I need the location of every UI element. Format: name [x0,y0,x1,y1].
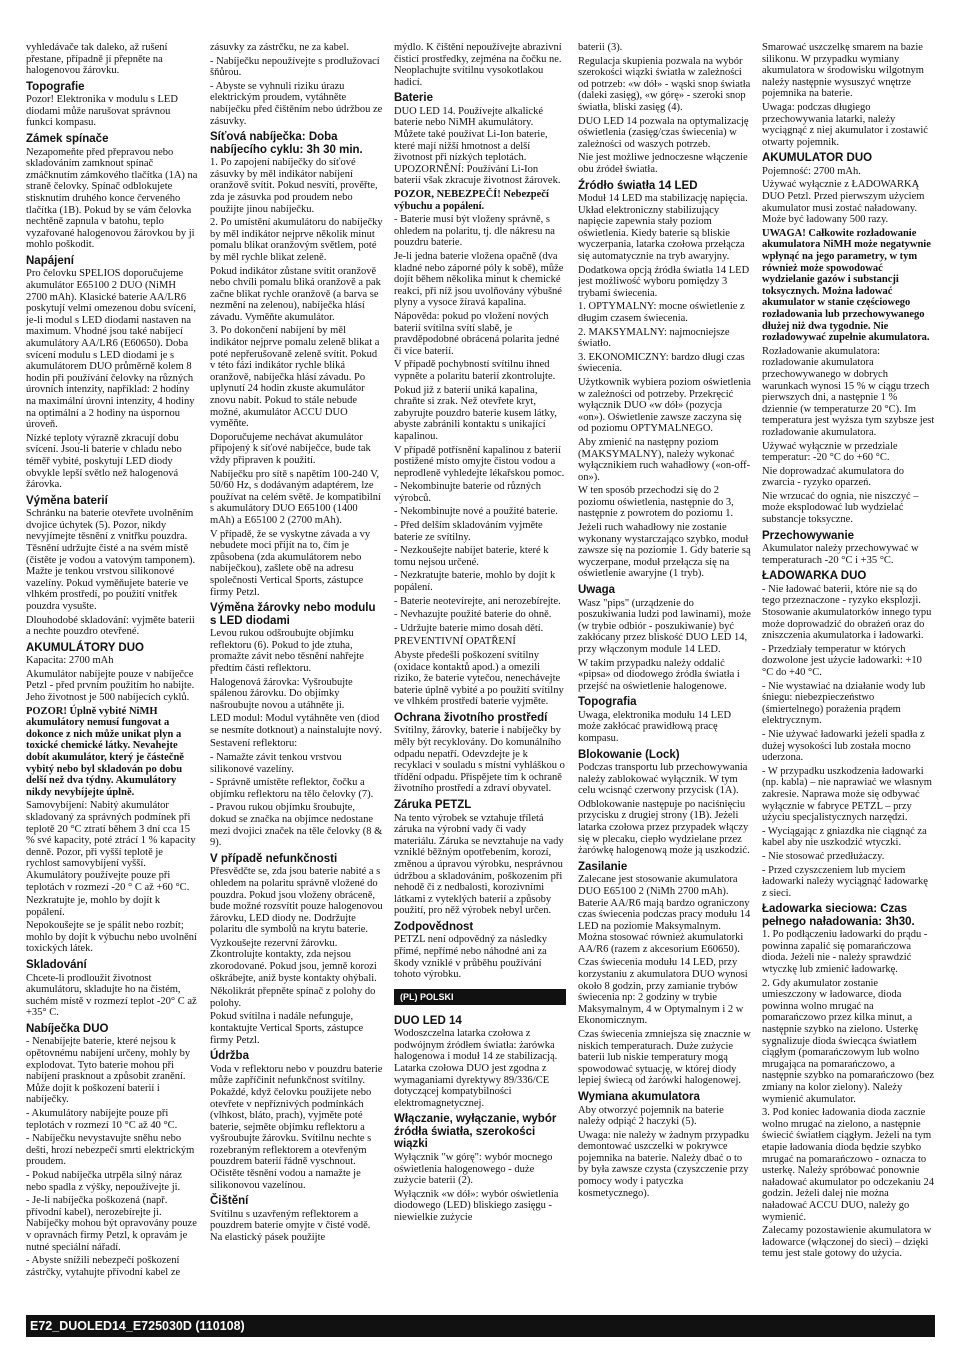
paragraph: Uwaga: nie należy w żadnym przypadku demontować uszczelki w pokrywce pojemnika na baterie. Należy dbać o to by była zawsze czysta (czyszczenie przy pomocy wody i patyczka kosmetycznego). [578,1129,750,1199]
paragraph: Użytkownik wybiera poziom oświetlenia w zależności od potrzeby. Przekręcić wyłącznik DUO «w dół» (pozycja «on»). Oświetlenie zawsze zaczyna się od poziomu OPTYMALNEGO. [578,376,751,435]
section-heading: Topografia [578,696,637,709]
paragraph: Svítilny, žárovky, baterie i nabíječky by měly být recyklovány. Do komunálního odpadu nepatří. Odevzdejte je k recyklaci v souladu s místní vyhláškou o třídění odpadu. Přispějete tím k ochraně životního prostředí a zdraví obyvatel. [394,725,565,795]
footer-code: E72_DUOLED14_E725030D (110108) [30,1319,245,1333]
paragraph: 3. EKONOMICZNY: bardzo długi czas świecenia. [578,351,745,375]
paragraph: V případě pochybností svítilnu ihned vypněte a polaritu baterií zkontrolujte. [394,359,556,382]
text-column-3 [394,42,567,1307]
paragraph: - Przedziały temperatur w których dozwolone jest użycie ładowarki: +10 °C do +40 °C. [762,643,922,678]
paragraph: DUO LED 14 pozwala na optymalizację oświetlenia (zasięg/czas świecenia) w zależności od waszych potrzeb. [578,115,749,150]
paragraph: Levou rukou odšroubujte objímku reflektoru (6). Pokud to jde ztuha, promažte závit nebo těsnění nahřejte předtím části reflektoru. [210,628,364,674]
section-heading: AKUMULÁTORY DUO [26,641,144,654]
paragraph: - Nie wystawiać na działanie wody lub śniegu: niebezpieczeństwo (śmiertelnego) porażenia prądem elektrycznym. [762,680,926,727]
section-heading: Údržba [210,1050,249,1063]
paragraph: Wyłącznik «w dół»: wybór oświetlenia diodowego (LED) bliskiego zasięgu - niewielkie zużycie [394,1188,559,1223]
paragraph: Czas świecenia zmniejsza się znacznie w niskich temperaturach. Duże zużycie baterii lub niskie temperatury mogą spowodować sytuację, w której diody lepiej świecą od żarówki halogenowej. [578,1029,751,1087]
text-column-1 [26,42,199,1307]
paragraph: POZOR! Úplně vybité NiMH akumulátory nemusí fungovat a dokonce z nich může unikat plyn a toxické chemické látky. Nevahejte dobít akumulátor, který je částečně vybitý nebo byl skladován po dobu delší než dva týdny. Akumulátory nikdy nevybíjejte úplně. [26,705,184,798]
paragraph: Zalecane jest stosowanie akumulatora DUO E65100 2 (NiMh 2700 mAh). Baterie AA/R6 mają bardzo ograniczony czas świecenia podczas pracy modułu 14 LED na poziomie Maksymalnym. Można stosować również akumulatorki AA/R6 (razem z akcesorium E60650). [578,874,751,955]
paragraph: - Pravou rukou objímku šroubujte, dokud se značka na objímce nedostane mezi dvojici značek na těle čelovky (8 & 9). [210,802,383,849]
paragraph: - Abyste snížili nebezpečí poškození zástrčky, vytahujte přívodní kabel ze [26,1255,181,1278]
paragraph: Přesvědčte se, zda jsou baterie nabité a s ohledem na polaritu správně vložené do pouzdra. Pokud jsou vloženy obráceně, bude možné rozsvítit pouze halogenovou žárovku, LED diody ne. Dodržujte polaritu dle symbolů na krytu baterie. [210,866,383,936]
section-heading: Blokowanie (Lock) [578,748,680,761]
paragraph: Nie jest możliwe jednoczesne włączenie obu źródeł światła. [578,152,748,175]
paragraph: - Nie stosować przedłużaczy. [762,850,885,862]
section-heading: Uwaga [578,584,616,597]
paragraph: Halogenová žárovka: Vyšroubujte spálenou žárovku. Do objímky našroubujte novou a utáhněte ji. [210,676,353,711]
section-heading: DUO LED 14 [394,1014,462,1027]
paragraph: Na tento výrobek se vztahuje tříletá záruka na výrobní vady či vady materiálu. Záruka se nevztahuje na vady vzniklé běžným opotřebením, korozí, změnou a úpravou výrobku, nesprávnou údržbou a skladováním, poškozením při nehodě či z nedbalosti, korozivními látkami z vyteklých baterií a způsoby použití, pro něž výrobek nebyl určen. [394,812,564,917]
paragraph: - Před delším skladováním vyjměte baterie ze svítilny. [394,520,543,543]
paragraph: - Nie używać ładowarki jeżeli spadła z dużej wysokości lub została mocno uderzona. [762,728,925,764]
paragraph: 3. Po dokončení nabíjení by měl indikátor nejprve pomalu zeleně blikat a poté nepřerušovaně zeleně svítit. Pokud v této fázi indikátor rychle bliká oranžově, nabíječka hlásí závadu. Po uplynutí 24 hodin zkuste akumulátor znovu nabít. Pokud to stále nebude možné, akumulátor ACCU DUO vyměňte. [210,325,380,430]
paragraph: Nie doprowadzać akumulatora do zwarcia - ryzyko oparzeń. [762,465,904,489]
paragraph: Doporučujeme nechávat akumulátor připojený k síťové nabíječce, bude tak vždy připraven k použití. [210,431,371,466]
paragraph: Vyzkoušejte rezervní žárovku. Zkontrolujte kontakty, zda nejsou zkorodované. Pokud jsou, jemně korozi oškrábejte, aniž byste kontakty ohýbali. [210,937,377,984]
paragraph: Używać wyłącznie z ŁADOWARKĄ DUO Petzl. Przed pierwszym użyciem akumulator musi zostać naładowany. Może być ładowany 500 razy. [762,179,925,226]
paragraph: Kapacita: 2700 mAh [26,655,114,667]
paragraph: V případě potřísnění kapalinou z baterií postižené místo omyjte čistou vodou a neprodleně vyhledejte lékařskou pomoc. [394,444,565,479]
section-heading: Napájení [26,254,74,267]
paragraph: - Nezkoušejte nabíjet baterie, které k tomu nejsou určené. [394,545,549,568]
paragraph: - Nevhazujte použité baterie do ohně. [394,609,552,621]
paragraph: Abyste předešli poškození svítilny (oxidace kontaktů apod.) a omezili riziko, že baterie vytečou, nenechávejte baterie úplně vybité a po použití svítilny ve vlhkém prostředí baterie vyjměte. [394,650,564,708]
paragraph: Nápověda: pokud po vložení nových baterií svítilna svítí slabě, je pravděpodobné obrácená polarita jedné či více baterií. [394,310,560,357]
paragraph: - Akumulátory nabíjejte pouze při teplotách v rozmezí 10 °C až 40 °C. [26,1108,178,1131]
section-heading: Źródło światła 14 LED [578,179,698,192]
paragraph: Aby zmienić na następny poziom (MAKSYMALNY), należy wykonać wyłącznikiem ruch wahadłowy («on-off-on»). [578,436,751,483]
paragraph: Odblokowanie następuje po naciśnięciu przycisku z drugiej strony (1B). Jeżeli latarka czołowa przez przypadek włączy się w plecaku, ciepło wydzielane przez żarówkę halogenową może ją uszkodzić. [578,798,750,857]
paragraph: 1. Po podłączeniu ładowarki do prądu - powinna zapalić się pomarańczowa dioda. Jeżeli nie - należy sprawdzić wtyczkę lub zmienić ładowarkę. [762,929,928,976]
paragraph: vyhledávače tak daleko, až rušení přestane, případně jí přepněte na halogenovou žárovku. [26,42,168,77]
section-heading: Wymiana akumulatora [578,1091,700,1103]
section-heading: Zasilanie [578,860,628,873]
paragraph: Akumulator należy przechowywać w temperaturach -20 °C i +35 °C. [762,543,919,566]
paragraph: 2. MAKSYMALNY: najmocniejsze światło. [578,326,730,350]
paragraph: baterii (3). [578,42,623,53]
paragraph: - Udržujte baterie mimo dosah dětí. [394,622,544,634]
paragraph: Wyłącznik "w górę": wybór mocnego oświetlenia halogenowego - duże zużycie baterii (2). [394,1151,553,1187]
language-label: (PL) POLSKI [394,989,566,1005]
paragraph: Nepokoušejte se je spálit nebo rozbít; mohlo by dojít k výbuchu nebo uvolnění toxických látek. [26,920,197,955]
section-heading: V případě nefunkčnosti [210,852,338,865]
paragraph: Svítilnu s uzavřeným reflektorem a pouzdrem baterie omyjte v čisté vodě. Na elastický pásek použijte [210,1208,371,1243]
paragraph: Nabíječku pro sítě s napětím 100-240 V, 50/60 Hz, s dodávaným adaptérem, lze používat na celém světě. Je kompatibilní s akumulátory DUO E65100 (1400 mAh) a E65100 2 (2700 mAh). [210,468,381,526]
text-column-4 [578,42,751,1307]
paragraph: - Nezkratujte baterie, mohlo by dojít k popálení. [394,570,556,594]
section-heading: Skladování [26,959,87,972]
section-heading: Włączanie, wyłączanie, wybór źródła światła, szerokości wiązki [394,1113,557,1151]
section-heading: Nabíječka DUO [26,1022,109,1035]
section-heading: Síťová nabíječka: Doba nabíjecího cyklu: 3h 30 min. [210,131,363,156]
paragraph: mýdlo. K čištění nepoužívejte abrazivní čisticí prostředky, zejména na čočku ne. Neoplachujte svítilnu vysokotlakou hadicí. [394,42,562,88]
paragraph: Několikrát přepněte spínač z polohy do polohy. [210,986,376,1009]
paragraph: Pokud indikátor zůstane svítit oranžově nebo chvíli pomalu bliká oranžově a pak začne blikat rychle oranžově (a barva se nezmění na zelenou), nabíječka hlásí závadu. Vyměňte akumulátor. [210,265,381,323]
paragraph: W takim przypadku należy oddalić «pipsa» od diodowego źródła światła i przejść na oświetlenie halogenowe. [578,657,740,692]
paragraph: Smarować uszczelkę smarem na bazie silikonu. W przypadku wymiany akumulatora w środowisku wilgotnym należy następnie wysuszyć wnętrze pojemnika na baterie. [762,42,924,100]
section-heading: Výměna baterií [26,494,108,507]
paragraph: Uwaga, elektronika modułu 14 LED może zakłócać prawidłową pracę kompasu. [578,709,732,744]
section-heading: Výměna žárovky nebo modulu s LED diodami [210,602,376,627]
paragraph: UWAGA! Całkowite rozładowanie akumulatora NiMH może negatywnie wpłynąć na jego parametry, w tym również może spowodować wydzielanie gazów i substancji toksycznych. Można ładować akumulator w stanie częściowego rozładowania lub przechowywanego dłużej niż dwa tygodnie. Nie rozładowywać zupełnie akumulatora. [762,227,931,344]
section-heading: Záruka PETZL [394,799,472,812]
paragraph: - Nenabíjejte baterie, které nejsou k opětovnému nabíjení určeny, mohly by explodovat. Tyto baterie mohou při nabíjení prasknout a způsobit zranění. Může dojít k poškození baterií i nabíječky. [26,1036,191,1106]
section-heading: Zámek spínače [26,133,109,146]
paragraph: 1. OPTYMALNY: mocne oświetlenie z długim czasem świecenia. [578,301,745,324]
paragraph: - Abyste se vyhnuli riziku úrazu elektrickým proudem, vytáhněte nabíječku před čištěním nebo údržbou ze zásuvky. [210,80,383,127]
paragraph: LED modul: Modul vytáhněte ven (diod se nesmíte dotknout) a nainstalujte nový. [210,713,383,736]
paragraph: Podczas transportu lub przechowywania należy zablokować wyłącznik. W tym celu wcisnąć czerwony przycisk (1A). [578,762,748,797]
text-column-5 [762,42,935,1307]
paragraph: Używać wyłącznie w przedziale temperatur: -20 °C do +60 °C. [762,440,898,464]
paragraph: Rozładowanie akumulatora: rozładowanie akumulatora przechowywanego w dobrych warunkach wynosi 15 % w ciągu trzech pierwszych dni, a następnie 1 % dziennie (w temperaturze 20 °C). Im temperatura jest wyższa tym szybsze jest rozładowanie akumulatora. [762,345,935,438]
paragraph: - Nabíječku nepoužívejte s prodlužovací šňůrou. [210,55,380,79]
document-code-footer [26,1315,935,1337]
paragraph: - Namažte závit tenkou vrstvou silikonové vazelíny. [210,752,342,775]
paragraph: Akumulátor nabíjejte pouze v nabíječce Petzl - před prvním použitím ho nabijte. Jeho životnost je 500 nabíjecích cyklů. [26,668,195,703]
paragraph: zásuvky za zástrčku, ne za kabel. [210,42,350,53]
paragraph: Pokud svítilna i nadále nefunguje, kontaktujte Vertical Sports, zástupce firmy Petzl. [210,1011,364,1046]
paragraph: Moduł 14 LED ma stabilizację napięcia. Układ elektroniczny stabilizujący napięcie zapewnia stały poziom oświetlenia. Kiedy baterie są bliskie wyczerpania, latarka czołowa przełącza się automatycznie na tryb awaryjny. [578,193,748,262]
paragraph: Pokud již z baterií uniká kapalina, chraňte si zrak. Než otevřete kryt, zabyrujte pouzdro baterie kusem látky, abyste zabránili kontaktu s unikající kapalinou. [394,384,557,442]
section-heading: AKUMULATOR DUO [762,152,873,165]
paragraph: Zalecamy pozostawienie akumulatora w ładowarce (włączonej do sieci) – dzięki temu jest stale gotowy do użycia. [762,1225,932,1260]
paragraph: Wasz "pips" (urządzenie do poszukiwania ludzi pod lawinami), może (w trybie odbiór - poszukiwanie) być zakłócany przez bliskość DUO LED 14, przy włączonym module 14 LED. [578,597,751,655]
paragraph: Jeżeli ruch wahadłowy nie zostanie wykonany wystarczająco szybko, moduł zawsze się na poziomie 1. Gdy baterie są wyczerpane, moduł przełącza się na oświetlenie awaryjne (1 tryb). [578,522,751,580]
paragraph: Dlouhodobé skladování: vyjměte baterii a nechte pouzdro otevřené. [26,614,195,638]
paragraph: Sestavení reflektoru: [210,738,298,750]
paragraph: Je-li jedna baterie vložena opačně (dva kladné nebo záporné póly k sobě), může dojít během několika minut k chemické reakci, při níž jsou uvolňovány výbušné plyny a vysoce žíravá kapalina. [394,251,564,309]
paragraph: Pozor! Elektronika v modulu s LED diodami může narušovat správnou funkci kompasu. [26,94,178,129]
section-heading: Ładowarka sieciowa: Czas pełnego naładowania: 3h30. [762,903,915,928]
paragraph: 2. Po umístění akumulátoru do nabíječky by měl indikátor nejprve několik minut pomalu blikat oranžovým světlem, poté by měl rychle blikat zeleně. [210,217,383,263]
section-heading: Baterie [394,92,433,105]
paragraph: Aby otworzyć pojemnik na baterie należy odpiąć 2 haczyki (5). [578,1104,724,1128]
section-heading: Čištění [210,1195,249,1208]
section-heading: Topografie [26,80,85,93]
paragraph: W ten sposób przechodzi się do 2 poziomu oświetlenia, następnie do 3, następnie z powrotem do poziomu 1. [578,485,734,520]
paragraph: Czas świecenia modułu 14 LED, przy korzystaniu z akumulatora DUO wynosi około 8 godzin, przy zamianie trybów świecenia np: 2 godziny w trybie Maksymalnym, 4 w Optymalnym i 2 w Ekonomicznym. [578,957,748,1027]
paragraph: POZOR, NEBEZPEČÍ! Nebezpečí výbuchu a popálení. [394,189,549,212]
section-heading: ŁADOWARKA DUO [762,570,867,583]
paragraph: Dodatkowa opcją źródła światła 14 LED jest możliwość wyboru pomiędzy 3 trybami świecenia. [578,264,750,299]
paragraph: Nie wrzucać do ognia, nie niszczyć – może eksplodować lub wydzielać substancje toksyczne. [762,490,919,526]
paragraph: - Nekombinujte baterie od různých výrobců. [394,481,541,504]
paragraph: Uwaga: podczas długiego przechowywania latarki, należy wyciągnąć z niej akumulator i zostawić otwarty pojemnik. [762,101,928,148]
paragraph: Schránku na baterie otevřete uvolněním dvojice úchytek (5). Pozor, nikdy nevyjímejte těsnění z vnitřku pouzdra. Těsnění udržujte čisté a na svém místě (čistěte je vodou a vatovým tamponem). Mažte je tenkou vrstvou silikonové vazelíny. Pokud vyměňujete baterie ve vlhkém prostředí, po použití vnitřek pouzdra vysušte. [26,508,196,612]
paragraph: - Správně umístěte reflektor, čočku a objímku reflektoru na tělo čelovky (7). [210,777,374,800]
paragraph: PETZL není odpovědný za následky přímé, nepřímé nebo náhodné ani za škody vzniklé v průběhu používání tohoto výrobku. [394,934,547,981]
paragraph: V případě, že se vyskytne závada a vy nebudete moci přijít na to, čím je způsobena (zda akumulátorem nebo nabíječkou), zašlete obě na adresu společnosti Vertical Sports, zástupce firmy Petzl. [210,528,371,598]
paragraph: PREVENTIVNÍ OPATŘENÍ [394,636,516,648]
paragraph: 2. Gdy akumulator zostanie umieszczony w ładowarce, dioda powinna wolno mrugać na pomarańczowo przez kilka minut, a następnie szybko na zielono. Usterkę sygnalizuje dioda świecąca światłem ciągłym (pomarańczowym lub wolno mrugająca na pomarańczowo, a następnie szybko na pomarańczowo (bez zmiany na kolor zielony). Należy wymienić akumulator. [762,977,935,1105]
paragraph: Nezkratujte je, mohlo by dojít k popálení. [26,895,161,918]
section-heading: Przechowywanie [762,529,855,542]
paragraph: DUO LED 14. Používejte alkalické baterie nebo NiMH akumulátory. Můžete také používat Li-Ion baterie, které mají nižší hmotnost a delší životnost při nízkých teplotách. UPOZORNĚNÍ: Používání Li-Ion baterií však zkracuje životnost žárovek. [394,105,561,187]
paragraph: - Baterie neotevírejte, ani nerozebírejte. [394,595,561,607]
paragraph: Nezapomeňte před přepravou nebo skladováním zamknout spínač zmáčknutím zámkového tlačítka (1A) na straně čelovky. Spínač odblokujete stisknutím druhého konce červeného tlačítka (1B). Pokud by se vám čelovka nechtěně zapnula v batohu, teplo vyzařované halogenovou žárovkou by ji mohlo poškodit. [26,146,198,251]
paragraph: - Nabíječku nevystavujte sněhu nebo dešti, hrozí nebezpečí smrti elektrickým proudem. [26,1133,195,1168]
paragraph: - Baterie musí být vloženy správně, s ohledem na polaritu, tj. dle nákresu na pouzdru baterie. [394,214,555,249]
paragraph: - Wyciągając z gniazdka nie ciągnąć za kabel aby nie uszkodzić wtyczki. [762,825,927,849]
paragraph: - Przed czyszczeniem lub myciem ładowarki należy wyciągnąć ładowarkę z sieci. [762,864,928,899]
section-heading: Zodpovědnost [394,920,474,933]
paragraph: Nízké teploty výrazně zkracují dobu svícení. Jsou-li baterie v chladu nebo téměř vybité, poskytují LED diody obvykle lepší světlo než halogenová žárovka. [26,432,182,491]
paragraph: - Pokud nabíječka utrpěla silný náraz nebo spadla z výšky, nepoužívejte ji. [26,1169,182,1193]
paragraph: 1. Po zapojení nabíječky do síťové zásuvky by měl indikátor nabíjení oranžově svítit. Pokud nesvítí, prověřte, zda je zásuvka pod proudem nebo použijte jinou nabíječku. [210,157,378,215]
paragraph: Pro čelovku SPELIOS doporučujeme akumulátor E65100 2 DUO (NiMH 2700 mAh). Klasické baterie AA/LR6 poskytují velmi omezenou dobu svícení, je-li modul s LED diodami nastaven na maximum. Vhodné jsou také nabíjecí akumulátory AA/LR6 (E60650). Doba svícení modulu s LED diodami je s akumulátorem DUO průměrně kolem 8 hodin při používání čelovky na různých úrovních intenzity, například: 2 hodiny na maximální úrovni intenzity, 4 hodiny na optimální a 2 hodiny na úspornou úroveň. [26,268,197,431]
paragraph: - W przypadku uszkodzenia ładowarki (np. kabla) – nie naprawiać we własnym zakresie. Naprawa może się odbywać wyłącznie w fabryce PETZL – przy użyciu specjalistycznych narzędzi. [762,765,932,824]
paragraph: Regulacja skupienia pozwala na wybór szerokości wiązki światła w zależności od potrzeb: «w dół» - wąski snop światła (daleki zasięg), «w górę» - szeroki snop światła, bliski zasięg (4). [578,55,751,113]
paragraph: Chcete-li prodloužit životnost akumulátoru, skladujte ho na čistém, suchém místě v rozmezí teplot -20° C až +35° C. [26,972,197,1019]
paragraph: 3. Pod koniec ładowania dioda zacznie wolno mrugać na zielono, a następnie świecić światłem ciągłym. Jeżeli na tym etapie ładowania dioda będzie szybko mrugać na pomarańczowo - oznacza to usterkę. Należy spróbować ponownie naładować akumulator po odczekaniu 24 godzin. Jeżeli dalej nie można naładować ACCU DUO, należy go wymienić. [762,1107,935,1223]
paragraph: Voda v reflektoru nebo v pouzdru baterie může zapříčinit nefunkčnost svítilny. Pokaždé, když čelovku použijete nebo otevřete v nepříznivých podmínkách (vlhkost, bláto, prach), vyjměte poté baterie, sejměte objímku reflektoru a vyšroubujte žárovku. Svítilnu nechte s rozebraným reflektorem a otevřeným pouzdrem baterií řádně vyschnout. Očistěte těsnění vodou a namažte je silikonovou vazelínou. [210,1063,383,1191]
paragraph: - Nie ładować baterii, które nie są do tego przeznaczone - ryzyko eksplozji. Stosowanie akumulatorków innego typu może doprowadzić do obrażeń oraz do zniszczenia akumulatorka i ładowarki. [762,583,932,642]
paragraph: Samovybíjení: Nabitý akumulátor skladovaný za správných podmínek při teplotě 20 °C ztratí během 3 dní cca 15 % své kapacity, poté ztrácí 1 % kapacity denně. Pozor, při vyšší teplotě je rychlost samovybíjení vyšší. Akumulátory používejte pouze při teplotách v rozmezí -20 ° C až +60 °C. [26,800,196,893]
paragraph: - Nekombinujte nové a použité baterie. [394,506,558,518]
text-column-2 [210,42,383,1307]
manual-page [26,42,935,1307]
paragraph: - Je-li nabíječka poškozená (např. přívodní kabel), nerozebírejte ji. Nabíječky mohou být opravovány pouze v opravnách firmy Petzl, k opravám je nutné speciální nářadí. [26,1195,197,1253]
section-heading: Ochrana životního prostředí [394,711,548,724]
paragraph: Pojemność: 2700 mAh. [762,165,861,177]
paragraph: Wodoszczelna latarka czołowa z podwójnym źródłem światła: żarówka halogenowa i moduł 14 ze stabilizacją. Latarka czołowa DUO jest zgodna z wymaganiami dyrektywy 89/336/CE dotyczącej kompatybilności elektromagnetycznej. [394,1028,558,1109]
